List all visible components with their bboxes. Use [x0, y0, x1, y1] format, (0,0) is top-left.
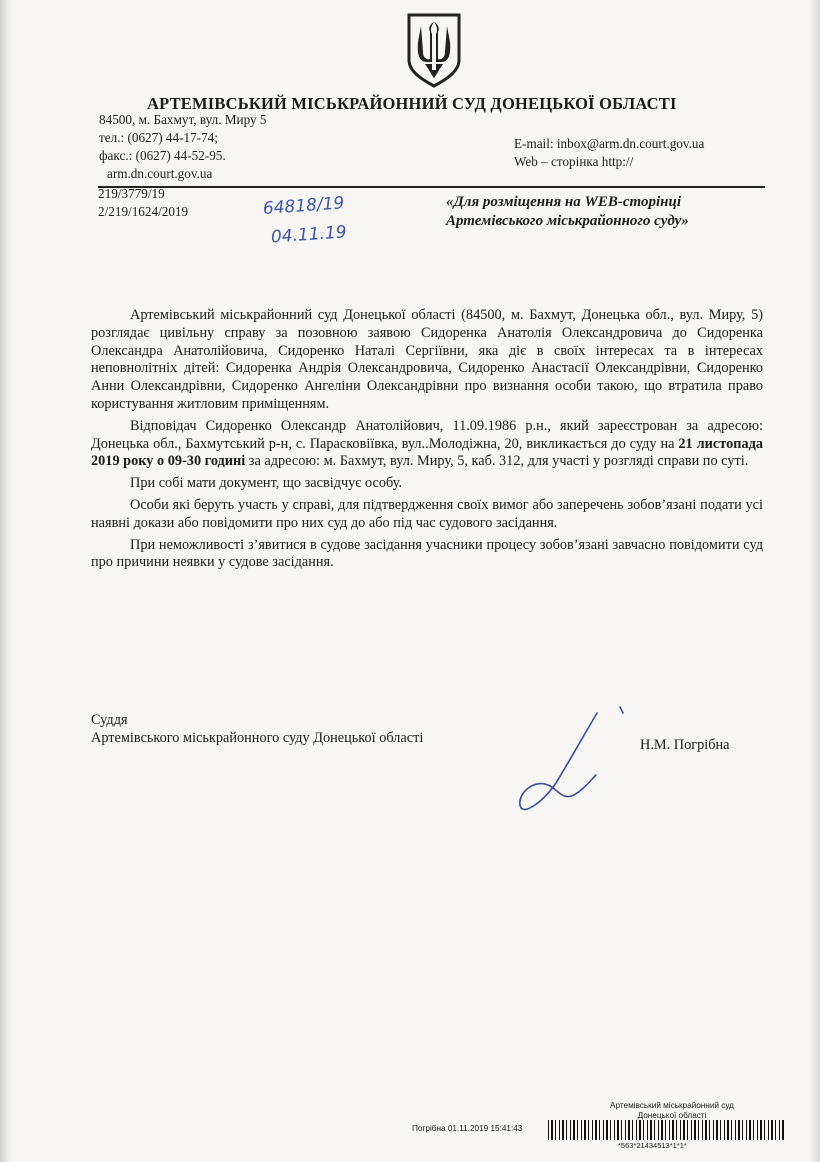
- handwritten-incoming-number: 64818/19: [262, 193, 345, 219]
- header-divider: [98, 186, 765, 188]
- registration-stamp-court: [592, 1101, 752, 1121]
- paragraph-case-description: Артемівський міськрайонний суд Донецької області (84500, м. Бахмут, Донецька обл., вул. Миру, 5) розглядає цивільну справу за позовною заявою Сидоренка Анатолія Олександровича до Сидоренка Олександра Анатолійовича, Сидоренко Наталі Сергіївни, яка діє в своїх інтересах та в інтересах неповнолітніх дітей: Сидоренка Андрія Олександровича, Сидоренко Анастасії Олександрівни, Сидоренко Анни Олександрівни, Сидоренко Ангеліни Олександрівни про визнання особи такою, що втратила право користування житловим приміщенням.: [91, 307, 763, 412]
- court-address: 84500, м. Бахмут, вул. Миру 5: [99, 112, 267, 127]
- summons-body: [91, 307, 763, 576]
- stamp-court-line: Артемівський міськрайонний суд: [610, 1101, 734, 1110]
- case-number: 219/3779/19: [98, 186, 165, 201]
- court-phone: тел.: (0627) 44-17-74;: [99, 130, 218, 145]
- proceeding-number: 2/219/1624/2019: [98, 204, 189, 219]
- scan-edge-shadow-right: [810, 0, 820, 1162]
- paragraph-defendant-summons: [91, 418, 763, 471]
- case-numbers: [98, 185, 188, 221]
- web-note-line: «Для розміщення на WEB-сторінці: [446, 194, 681, 210]
- handwritten-date: 04.11.19: [270, 222, 348, 248]
- paragraph-absence-notice: При неможливості з’явитися в судове засідання учасники процесу зобов’язані завчасно повідомити суд про причини неявки у судове засідання.: [91, 536, 763, 571]
- court-web: Web – сторінка http://: [514, 154, 634, 169]
- court-online-contacts: [514, 135, 704, 171]
- paragraph-evidence: Особи які беруть участь у справі, для підтвердження своїх вимог або заперечень зобов’язані подати усі наявні докази або повідомити про них суд до або під час судового засідання.: [91, 496, 763, 531]
- web-note-line: Артемівського міськрайонного суду»: [446, 213, 689, 229]
- court-fax: факс.: (0627) 44-52-95.: [99, 148, 226, 163]
- judge-name: Н.М. Погрібна: [640, 737, 730, 753]
- handwritten-registration: [262, 189, 348, 253]
- scan-edge-shadow: [0, 0, 14, 1162]
- paragraph-id-document: При собі мати документ, що засвідчує особу.: [130, 475, 403, 492]
- judge-role: Суддя: [91, 712, 128, 728]
- coat-of-arms-icon: [405, 12, 463, 89]
- judge-court: Артемівського міськрайонного суду Донецької області: [91, 730, 424, 746]
- court-site: arm.dn.court.gov.ua: [107, 166, 213, 181]
- court-name-heading: АРТЕМІВСЬКИЙ МІСЬКРАЙОННИЙ СУД ДОНЕЦЬКОЇ ОБЛАСТІ: [147, 94, 677, 113]
- stamp-court-line: Донецької області: [637, 1111, 707, 1120]
- judge-title-block: [91, 711, 423, 747]
- hearing-location-text: за адресою: м. Бахмут, вул. Миру, 5, каб. 312, для участі у розгляді справи по суті.: [245, 453, 749, 470]
- defendant-text: Відповідач Сидоренко Олександр Анатолійович, 11.09.1986 р.н., який зареєстрован за адресою: Донецька обл., Бахмутський р-н, с. Парасковіївка, вул..Молодіжна, 20, викликається до суду на: [91, 417, 763, 452]
- barcode-number: *563*21434513*1*1*: [618, 1141, 687, 1150]
- web-publication-note: [446, 193, 689, 231]
- court-email: E-mail: inbox@arm.dn.court.gov.ua: [514, 136, 705, 151]
- court-contacts: [99, 111, 266, 183]
- stamp-user-timestamp: Погрібна 01.11.2019 15:41:43: [412, 1124, 523, 1133]
- hearing-datetime: 21 листопада 2019 року о 09-30 годині: [91, 435, 763, 470]
- handwritten-signature: [512, 705, 632, 820]
- barcode-image: [548, 1120, 784, 1140]
